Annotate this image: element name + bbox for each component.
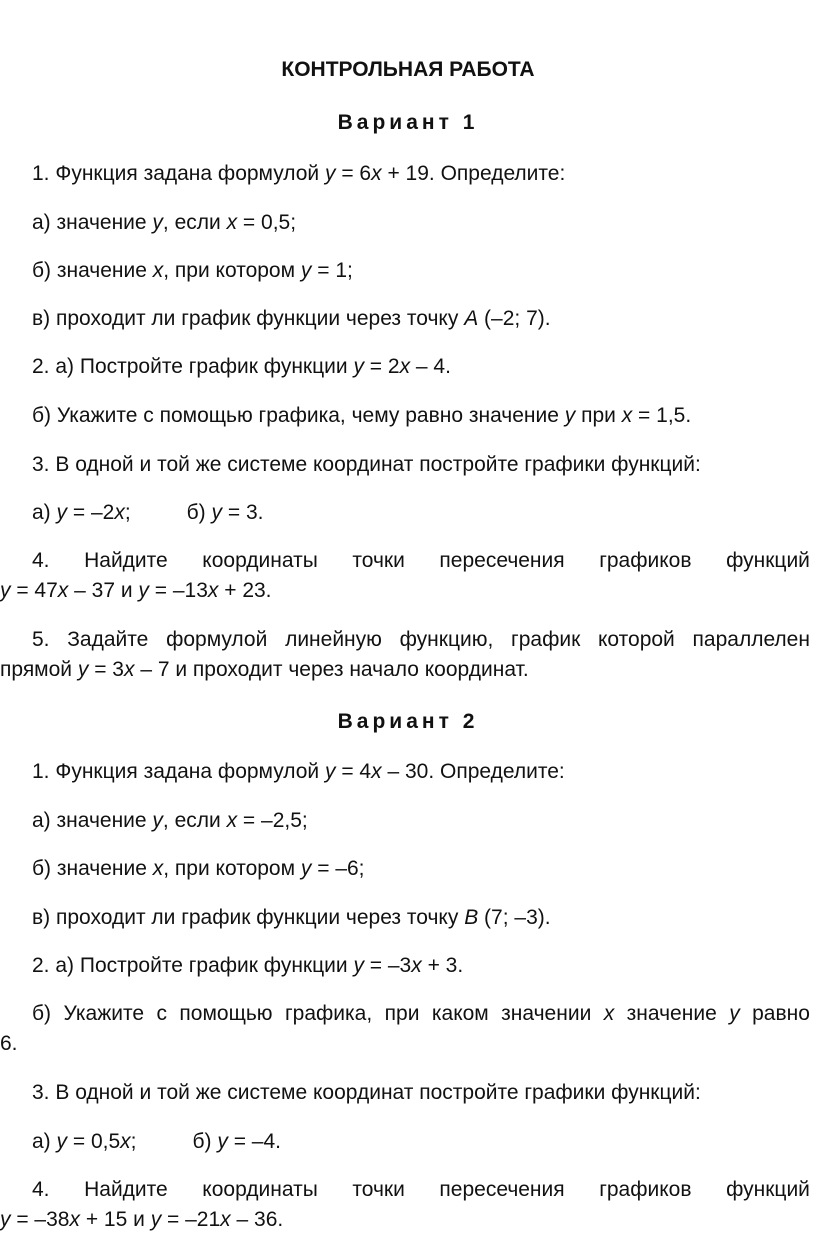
- v1-task-3-functions: а) y = –2x; б) y = 3.: [32, 501, 264, 524]
- v1-task-2b: б) Укажите с помощью графика, чему равно значение y при x = 1,5.: [32, 404, 692, 427]
- v2-task-2a: 2. а) Постройте график функции y = –3x + 3.: [32, 954, 464, 977]
- v2-task-1a: а) значение y, если x = –2,5;: [32, 809, 308, 832]
- v1-task-3: 3. В одной и той же системе координат постройте графики функций:: [32, 453, 701, 476]
- v1-task-5-line1: 5. Задайте формулой линейную функцию, график которой параллелен: [32, 628, 810, 651]
- v1-task-5-line2: прямой y = 3x – 7 и проходит через начало координат.: [0, 658, 529, 681]
- v2-task-1: 1. Функция задана формулой y = 4x – 30. Определите:: [32, 760, 565, 783]
- v2-task-3-functions: а) y = 0,5x; б) y = –4.: [32, 1130, 281, 1153]
- v2-task-3: 3. В одной и той же системе координат постройте графики функций:: [32, 1081, 701, 1104]
- v1-task-1c: в) проходит ли график функции через точку A (–2; 7).: [32, 307, 551, 330]
- v2-task-2b-line2: 6.: [0, 1032, 18, 1055]
- v1-task-1a: а) значение y, если x = 0,5;: [32, 211, 297, 234]
- v2-task-4-line2: y = –38x + 15 и y = –21x – 36.: [0, 1208, 284, 1231]
- v1-task-4-line1: 4. Найдите координаты точки пересечения графиков функций: [32, 549, 810, 572]
- v2-task-1b: б) значение x, при котором y = –6;: [32, 857, 365, 880]
- v1-task-4-line2: y = 47x – 37 и y = –13x + 23.: [0, 579, 272, 602]
- variant-1-heading: Вариант 1: [337, 111, 479, 134]
- v2-task-4-line1: 4. Найдите координаты точки пересечения графиков функций: [32, 1178, 810, 1201]
- v1-task-2a: 2. а) Постройте график функции y = 2x – 4.: [32, 355, 451, 378]
- v1-task-1: 1. Функция задана формулой y = 6x + 19. Определите:: [32, 162, 566, 185]
- v1-task-1b: б) значение x, при котором y = 1;: [32, 259, 353, 282]
- variant-2-heading: Вариант 2: [337, 710, 479, 733]
- v2-task-2b-line1: б) Укажите с помощью графика, при каком значении x значение y равно: [32, 1002, 810, 1025]
- v2-task-1c: в) проходит ли график функции через точку B (7; –3).: [32, 906, 551, 929]
- document-title: КОНТРОЛЬНАЯ РАБОТА: [281, 58, 535, 81]
